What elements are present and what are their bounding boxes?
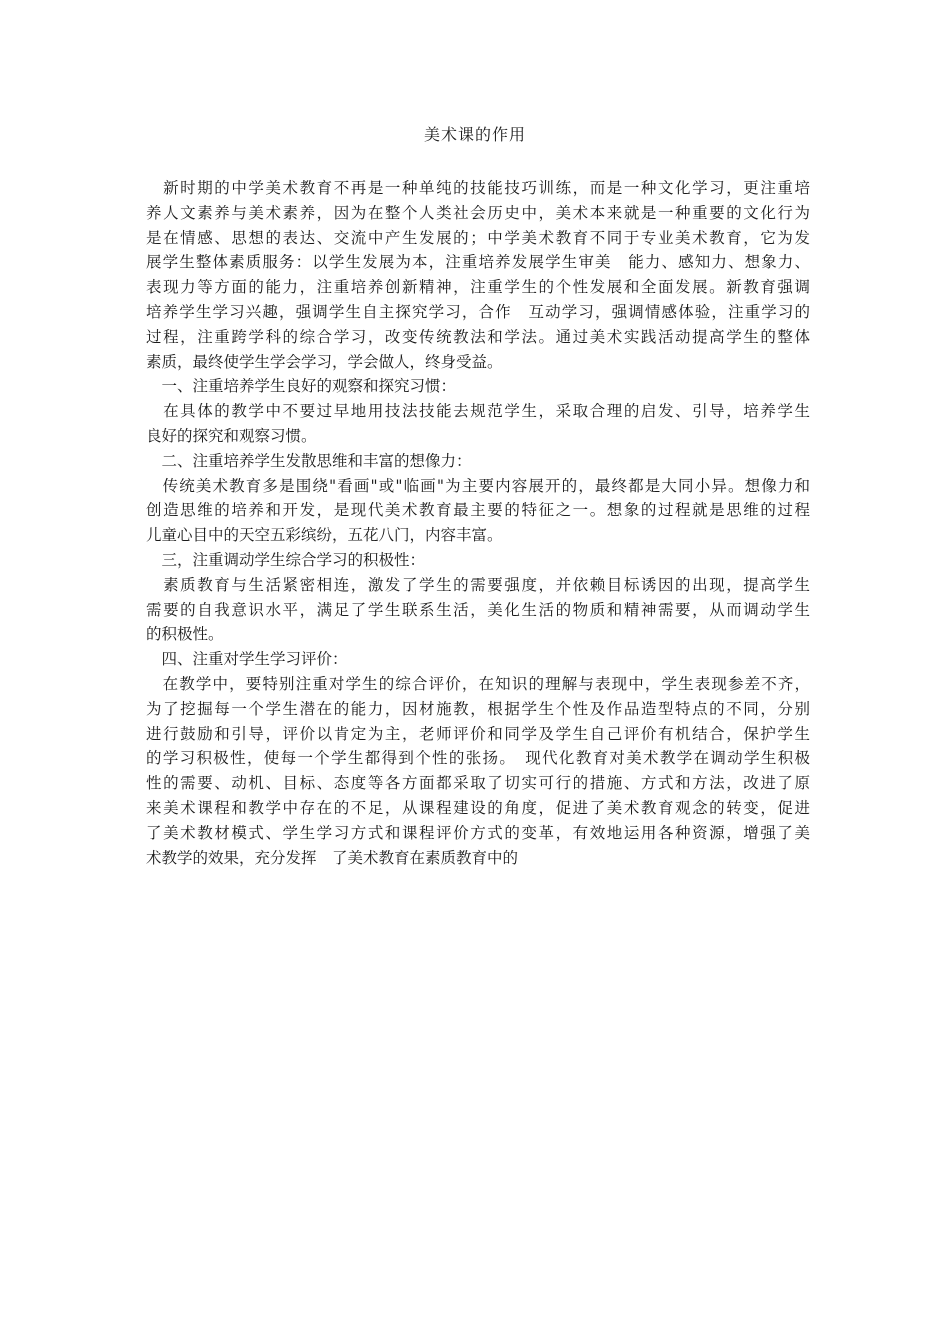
body-line: 来美术课程和教学中存在的不足，从课程建设的角度，促进了美术教育观念的转变，促进 [146, 798, 810, 817]
body-line: 培养学生学习兴趣，强调学生自主探究学习，合作 互动学习，强调情感体验，注重学习的 [146, 302, 810, 321]
body-line: 需要的自我意识水平，满足了学生联系生活，美化生活的物质和精神需要，从而调动学生 [146, 600, 810, 619]
body-line: 了美术教材模式、学生学习方式和课程评价方式的变革，有效地运用各种资源，增强了美 [146, 823, 810, 842]
body-line: 一、注重培养学生良好的观察和探究习惯： [146, 377, 457, 396]
body-line: 二、注重培养学生发散思维和丰富的想像力： [146, 451, 472, 470]
body-line: 表现力等方面的能力，注重培养创新精神，注重学生的个性发展和全面发展。新教育强调 [146, 278, 810, 297]
body-line: 进行鼓励和引导，评价以肯定为主，老师评价和同学及学生自己评价有机结合，保护学生 [146, 724, 810, 743]
body-line: 新时期的中学美术教育不再是一种单纯的技能技巧训练，而是一种文化学习，更注重培 [146, 179, 810, 197]
body-line: 是在情感、思想的表达、交流中产生发展的；中学美术教育不同于专业美术教育，它为发 [146, 228, 810, 247]
body-line: 儿童心目中的天空五彩缤纷，五花八门，内容丰富。 [146, 526, 503, 545]
body-line: 素质教育与生活紧密相连，激发了学生的需要强度，并依赖目标诱因的出现，提高学生 [146, 575, 810, 594]
body-line: 展学生整体素质服务：以学生发展为本，注重培养发展学生审美 能力、感知力、想象力、 [146, 253, 810, 272]
body-line: 创造思维的培养和开发，是现代美术教育最主要的特征之一。想象的过程就是思维的过程 [146, 501, 810, 520]
body-line: 过程，注重跨学科的综合学习，改变传统教法和学法。通过美术实践活动提高学生的整体 [146, 327, 810, 346]
body-line: 术教学的效果，充分发挥 了美术教育在素质教育中的 [146, 848, 519, 867]
body-line: 四、注重对学生学习评价： [146, 650, 348, 669]
body-line: 传统美术教育多是围绕"看画"或"临画"为主要内容展开的，最终都是大同小异。想像力和 [146, 476, 810, 495]
body-line: 在具体的教学中不要过早地用技法技能去规范学生，采取合理的启发、引导，培养学生 [146, 402, 810, 421]
body-line: 的积极性。 [146, 625, 224, 644]
body-line: 的学习积极性，使每一个学生都得到个性的张扬。 现代化教育对美术教学在调动学生积极 [146, 749, 810, 768]
body-line: 养人文素养与美术素养，因为在整个人类社会历史中，美术本来就是一种重要的文化行为 [146, 203, 810, 222]
document-body [146, 176, 810, 870]
body-line: 性的需要、动机、目标、态度等各方面都采取了切实可行的措施、方式和方法，改进了原 [146, 774, 810, 793]
body-line: 良好的探究和观察习惯。 [146, 426, 317, 445]
body-line: 在教学中，要特别注重对学生的综合评价，在知识的理解与表现中，学生表现参差不齐， [146, 674, 810, 693]
body-line: 为了挖掘每一个学生潜在的能力，因材施教，根据学生个性及作品造型特点的不同，分别 [146, 699, 810, 718]
body-line: 三，注重调动学生综合学习的积极性： [146, 550, 426, 569]
document-title: 美术课的作用 [423, 125, 526, 144]
body-line: 素质，最终使学生学会学习，学会做人，终身受益。 [146, 352, 503, 371]
